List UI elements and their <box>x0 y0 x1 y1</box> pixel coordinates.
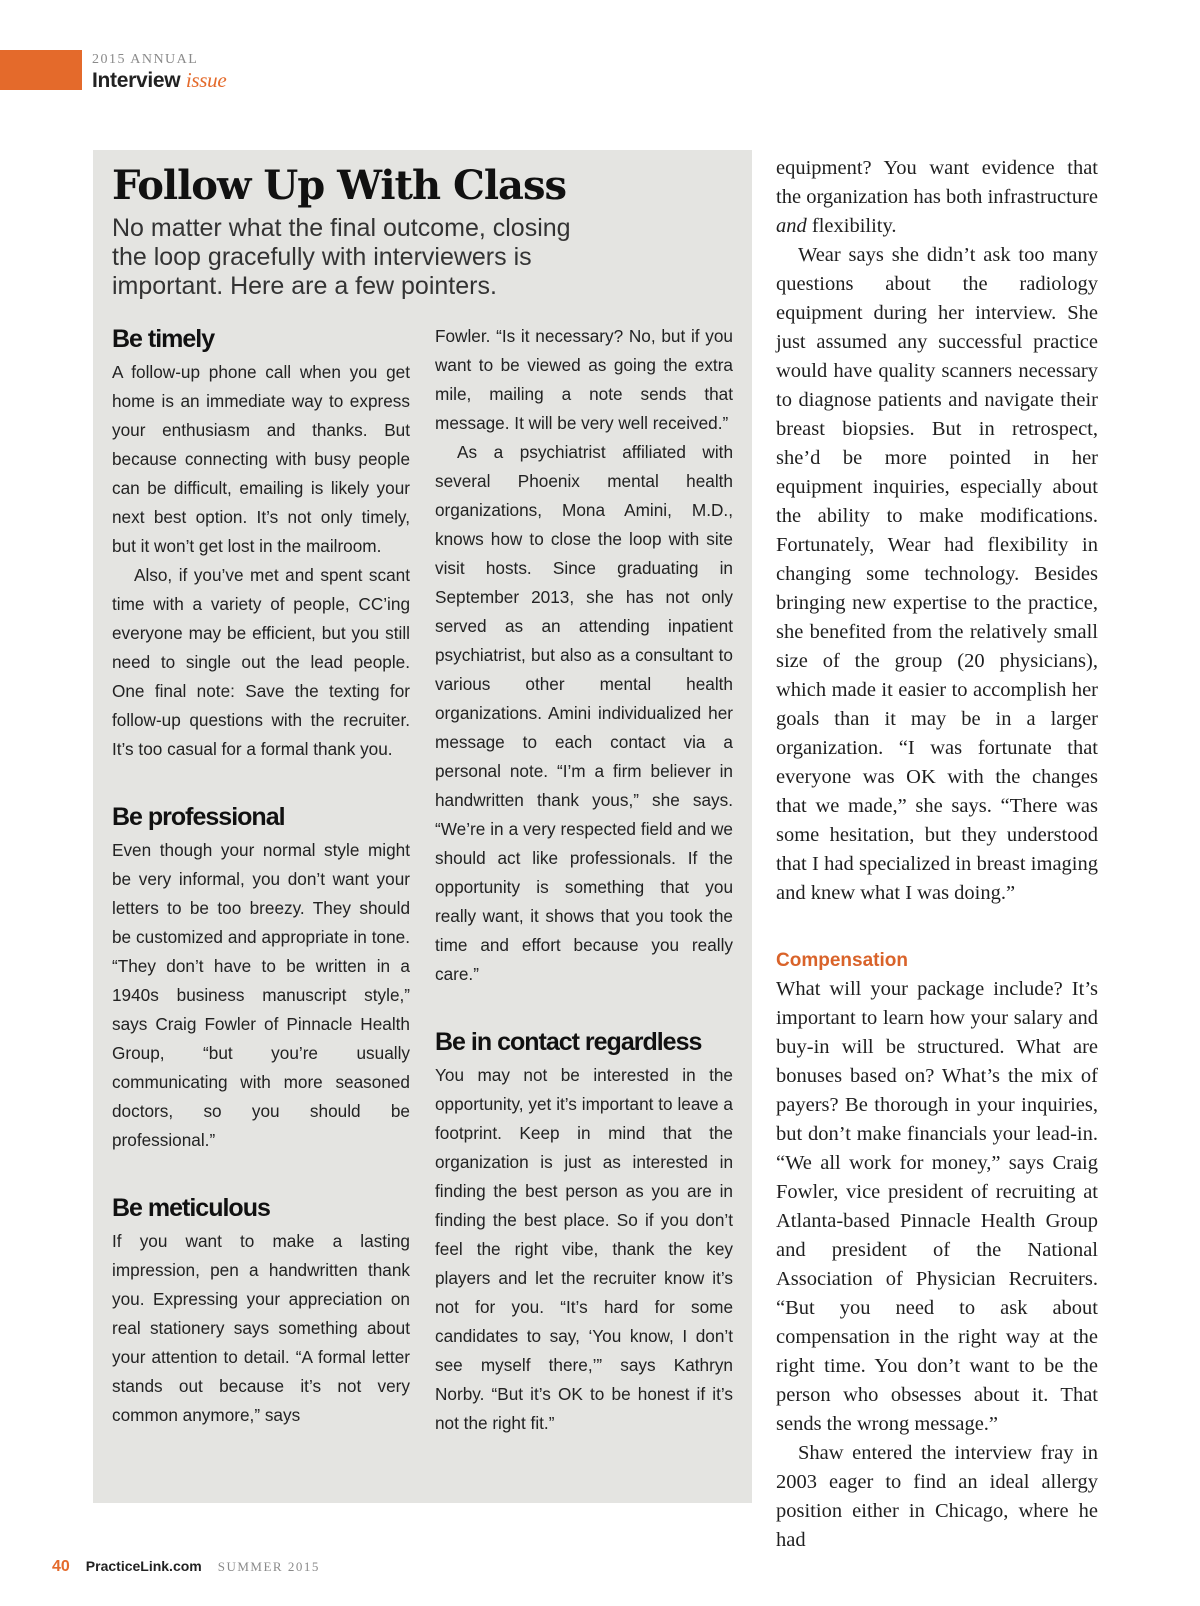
section-be-in-contact <box>435 1025 733 1438</box>
paragraph: As a psychiatrist affiliated with several Phoenix mental health organizations, Mona Amini, M.D., knows how to close the loop with site visit hosts. Since graduating in September 2013, she has not only served as an attending inpatient psychiatrist, but also as a consultant to various other mental health organizations. Amini individualized her message to each contact via a personal note. “I’m a firm believer in handwritten thank yous,” she says. “We’re in a very respected field and we should act like professionals. If the opportunity is something that you really want, it shows that you took the time and effort because you really care.” <box>435 442 733 984</box>
paragraph: Also, if you’ve met and spent scant time with a variety of people, CC’ing everyone may be efficient, but you still need to single out the lead people. One final note: Save the texting for follow-up questions with the recruiter. It’s too casual for a formal thank you. <box>112 565 410 759</box>
section-be-timely <box>112 322 410 764</box>
orange-tab-marker <box>0 50 82 90</box>
page-number: 40 <box>52 1558 70 1575</box>
paragraph: A follow-up phone call when you get home is an immediate way to express your enthusiasm and thanks. But because connecting with busy people can be difficult, emailing is likely your next best option. It’s not only timely, but it won’t get lost in the mailroom. <box>112 362 410 556</box>
section-heading: Be timely <box>112 325 215 353</box>
text-run: flexibility. <box>806 215 897 237</box>
text-run: equipment? You want evidence that the organization has both infrastructure <box>776 157 1098 208</box>
kicker-bold: Interview <box>92 69 181 92</box>
kicker-title <box>92 68 226 93</box>
paragraph: Wear says she didn’t ask too many questions about the radiology equipment during her interview. She just assumed any successful practice would have quality scanners necessary to diagnose patients and navigate their breast biopsies. But in retrospect, she’d be more pointed in her equipment inquiries, especially about the ability to make modifications. Fortunately, Wear had flexibility in changing some technology. Besides bringing new expertise to the practice, she benefited from the relatively small size of the group (20 physicians), which made it easier to accomplish her goals than it may be in a larger organization. “I was fortunate that everyone was OK with the changes that we made,” she says. “There was some hesitation, but they understood that I had specialized in breast imaging and knew what I was doing.” <box>776 244 1098 904</box>
paragraph: Even though your normal style might be very informal, you don’t want your letters to be too breezy. They should be customized and appropriate in tone. “They don’t have to be written in a 1940s business manuscript style,” says Craig Fowler of Pinnacle Health Group, “but you’re usually communicating with more seasoned doctors, so you should be professional.” <box>112 840 410 1150</box>
main-article-column <box>776 154 1098 1555</box>
paragraph: You may not be interested in the opportunity, yet it’s important to leave a footprint. Keep in mind that the organization is just as interested in finding the best person as you are in finding the best place. So if you don’t feel the right vibe, thank the key players and let the recruiter know it’s not for you. “It’s hard for some candidates to say, ‘You know, I don’t see myself there,’” says Kathryn Norby. “But it’s OK to be honest if it’s not the right fit.” <box>435 1065 733 1433</box>
kicker-italic: issue <box>185 68 227 92</box>
site-name: PracticeLink.com <box>85 1558 202 1574</box>
section-be-meticulous <box>112 1191 410 1430</box>
paragraph: Fowler. “Is it necessary? No, but if you want to be viewed as going the extra mile, mailing a note sends that message. It will be very well received.” <box>435 326 733 433</box>
sidebar-deck: No matter what the final outcome, closing the loop gracefully with interviewers is important. Here are a few pointers. <box>112 214 571 300</box>
paragraph: If you want to make a lasting impression, pen a handwritten thank you. Expressing your appreciation on real stationery says something about your attention to detail. “A formal letter stands out because it’s not very common anymore,” says <box>112 1231 410 1425</box>
italic-run: and <box>776 215 807 237</box>
section-heading: Be professional <box>112 803 285 831</box>
paragraph: What will your package include? It’s important to learn how your salary and buy-in will be structured. What are bonuses based on? What’s the mix of payers? Be thorough in your inquiries, but don’t make financials your lead-in. “We all work for money,” says Craig Fowler, vice president of recruiting at Atlanta-based Pinnacle Health Group and president of the National Association of Physician Recruiters. “But you need to ask about compensation in the right way at the right time. You don’t want to be the person who obsesses about it. That sends the wrong message.” <box>776 978 1098 1435</box>
section-heading: Be meticulous <box>112 1194 270 1222</box>
sidebar-box <box>93 150 752 1503</box>
page-footer <box>52 1558 320 1576</box>
issue-kicker <box>92 52 226 93</box>
sidebar-column-right <box>435 322 733 1474</box>
sidebar-title: Follow Up With Class <box>112 162 566 209</box>
compensation-heading: Compensation <box>776 950 908 971</box>
kicker-year: 2015 ANNUAL <box>92 52 199 67</box>
sidebar-column-left <box>112 322 410 1466</box>
paragraph: Shaw entered the interview fray in 2003 eager to find an ideal allergy position either in Chicago, where he had <box>776 1442 1098 1551</box>
issue-date: SUMMER 2015 <box>217 1559 320 1574</box>
section-continued <box>435 322 733 989</box>
paragraph <box>776 154 1098 241</box>
section-heading: Be in contact regardless <box>435 1028 702 1056</box>
section-be-professional <box>112 800 410 1155</box>
